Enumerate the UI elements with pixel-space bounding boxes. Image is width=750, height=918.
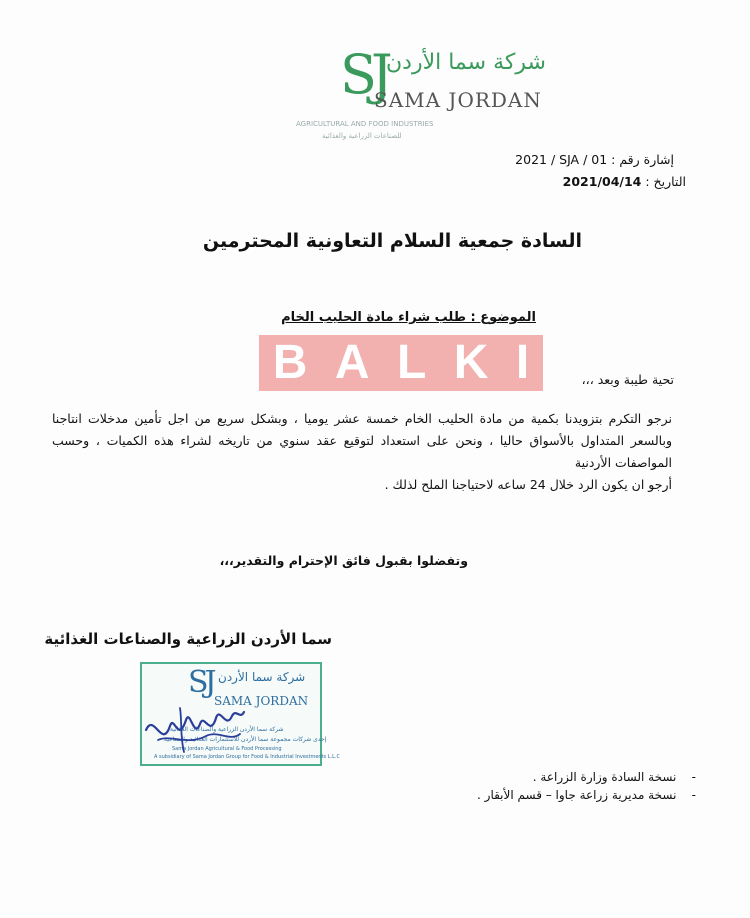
stamp-line: Sama Jordan Agricultural & Food Processing xyxy=(172,746,282,752)
stamp-arabic-name: شركة سما الأردن xyxy=(218,670,306,684)
reference-value: 2021 / SJA / 01 xyxy=(515,152,608,167)
watermark-letter: B xyxy=(272,336,308,389)
stamp-line: شركة سما الأردن الزراعية والصناعات الغذائية xyxy=(170,726,284,733)
closing-line: وتفضلوا بقبول فائق الإحترام والتقدير،،، xyxy=(219,553,468,568)
watermark-letter: A xyxy=(334,336,370,389)
logo-monogram: SJ xyxy=(340,43,387,106)
logo-tagline-en: AGRICULTURAL AND FOOD INDUSTRIES xyxy=(296,120,434,128)
greeting-line: تحية طيبة وبعد ،،، xyxy=(581,372,674,387)
stamp-english-name: SAMA JORDAN xyxy=(214,694,309,708)
cc-item: - نسخة السادة وزارة الزراعة . xyxy=(532,770,696,784)
logo-english-name: SAMA JORDAN xyxy=(374,88,542,112)
body-paragraph: أرجو ان يكون الرد خلال 24 ساعه لاحتياجنا الملح لذلك . xyxy=(384,477,672,492)
cc-item: - نسخة مديرية زراعة جاوا – قسم الأبقار . xyxy=(477,788,696,802)
company-logo xyxy=(292,42,546,152)
subject-line: الموضوع : طلب شراء مادة الحليب الخام xyxy=(281,310,536,325)
date-value: 2021/04/14 xyxy=(562,174,642,189)
logo-arabic-name: شركة سما الأردن xyxy=(386,50,546,75)
watermark-letter: K xyxy=(453,336,489,389)
reference-label: إشارة رقم : xyxy=(611,152,674,167)
stamp-line: A subsidiary of Sama Jordan Group for Food & Industrial Investments L.L.C xyxy=(154,754,340,760)
cc-text: نسخة السادة وزارة الزراعة . xyxy=(532,770,677,784)
recipient-line: السادة جمعية السلام التعاونية المحترمين xyxy=(202,230,582,252)
watermark-banner xyxy=(259,335,543,391)
company-signature-name: سما الأردن الزراعية والصناعات الغذائية xyxy=(44,630,332,648)
handwritten-signature xyxy=(140,690,250,760)
date-label: التاريخ : xyxy=(645,174,686,189)
body-paragraph: نرجو التكرم بتزويدنا بكمية من مادة الحليب الخام خمسة عشر يوميا ، وبشكل سريع من اجل تأمين مدخلات انتاجنا وبالسعر المتداول بالأسواق حاليا ، ونحن على استعداد لتوقيع عقد سنوي من تاريخه لشراء هذه الكميات ، وحسب المواصفات الأردنية xyxy=(52,411,672,470)
stamp-line: إحدى شركات مجموعة سما الأردن للاستثمارات الغذائية والصناعية xyxy=(164,736,327,743)
cc-text: نسخة مديرية زراعة جاوا – قسم الأبقار . xyxy=(477,788,677,802)
watermark-letter: L xyxy=(396,336,427,389)
watermark-letter: I xyxy=(515,336,530,389)
stamp-monogram: SJ xyxy=(188,665,213,700)
letter-date xyxy=(563,174,686,189)
logo-tagline-ar: للصناعات الزراعية والغذائية xyxy=(322,132,402,140)
letter-body xyxy=(52,408,672,496)
reference-number xyxy=(515,152,674,167)
